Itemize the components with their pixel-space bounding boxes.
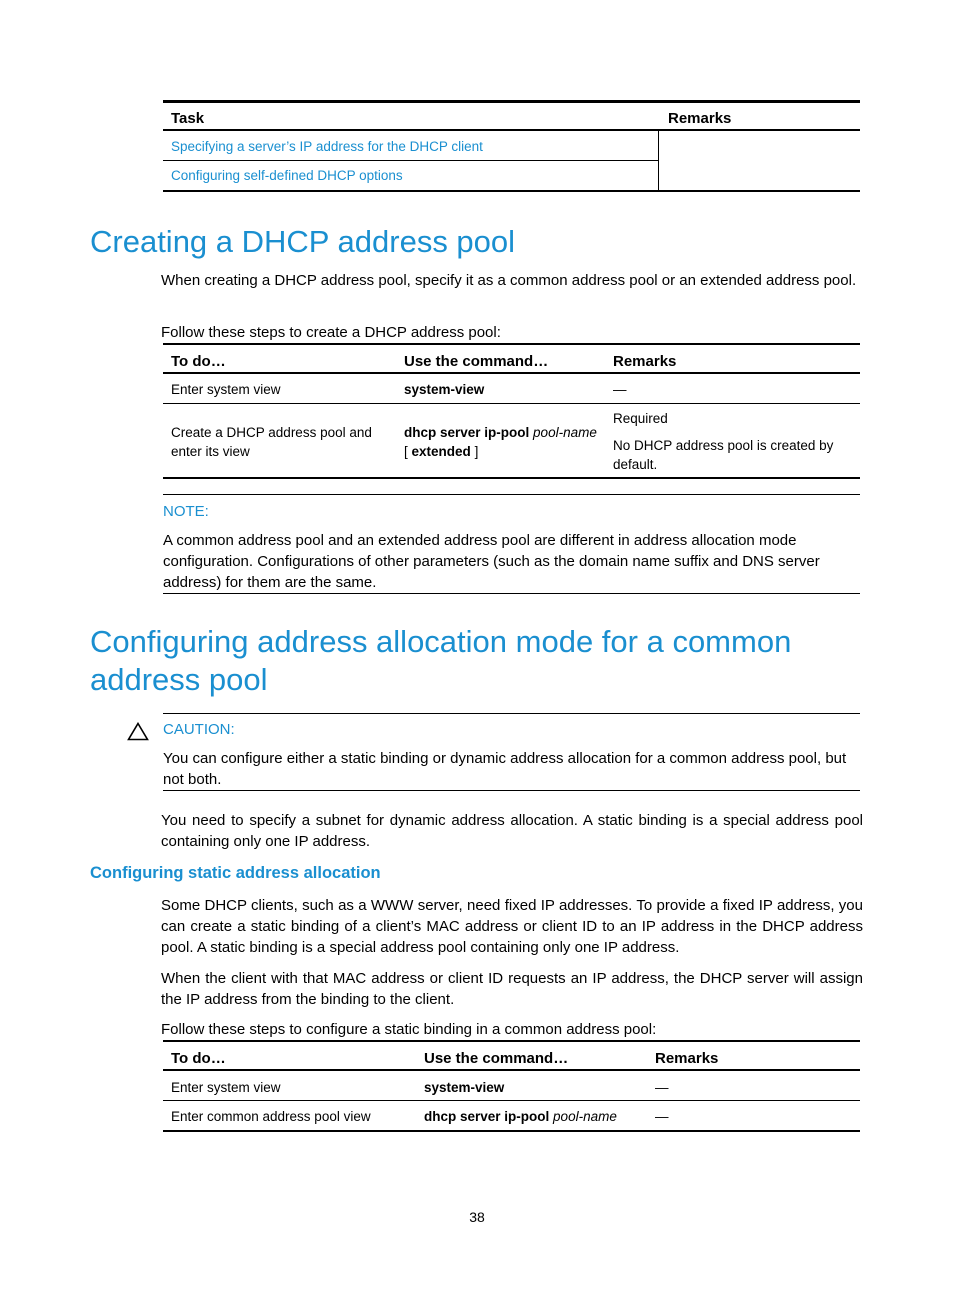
subsection-title-static-allocation: Configuring static address allocation	[90, 864, 381, 882]
table1-header-remarks: Remarks	[613, 353, 677, 370]
table1-row2-remarks-default: No DHCP address pool is created by default.	[613, 438, 834, 472]
subsection-paragraph1: Some DHCP clients, such as a WWW server, need fixed IP addresses. To provide a fixed IP address, you can create a static binding of a client’s MAC address or client ID to an IP address in the DHCP address pool. A static binding is a special address pool containing only one IP address.	[161, 897, 863, 956]
table2-header-rule	[163, 1069, 860, 1071]
table2-row2-command	[424, 1109, 617, 1124]
section1-steps-intro: Follow these steps to create a DHCP address pool:	[161, 324, 501, 341]
table1-row2-todo: Create a DHCP address pool and enter its view	[171, 425, 372, 459]
table2-row2-todo: Enter common address pool view	[171, 1109, 371, 1124]
cmd-close-bracket: ]	[474, 444, 479, 459]
table1-row1-command: system-view	[404, 382, 485, 397]
table-bottom-rule	[163, 190, 860, 192]
section-title-address-allocation: Configuring address allocation mode for a common address pool	[90, 624, 792, 697]
section1-paragraph: When creating a DHCP address pool, specify it as a common address pool or an extended address pool.	[161, 272, 857, 289]
table2-row1-command: system-view	[424, 1080, 505, 1095]
table1-header-rule	[163, 372, 860, 374]
table1-row1-todo: Enter system view	[171, 382, 281, 397]
cmd-argument: pool-name	[553, 1109, 617, 1124]
table2-row2-remarks: —	[655, 1109, 669, 1124]
subsection-paragraph2: When the client with that MAC address or client ID requests an IP address, the DHCP server will assign the IP address from the binding to the client.	[161, 970, 863, 1008]
subsection-steps-intro: Follow these steps to configure a static binding in a common address pool:	[161, 1021, 657, 1038]
cmd-keyword: dhcp server ip-pool	[424, 1109, 550, 1124]
table2-row1-remarks: —	[655, 1080, 669, 1095]
table2-row1-todo: Enter system view	[171, 1080, 281, 1095]
table1-bottom-rule	[163, 477, 860, 479]
table2-header-remarks: Remarks	[655, 1050, 719, 1067]
table1-row-rule	[163, 403, 860, 404]
cmd-optional-keyword: extended	[411, 444, 471, 459]
caution-label: CAUTION:	[163, 721, 235, 738]
link-self-defined-options[interactable]: Configuring self-defined DHCP options	[171, 168, 403, 183]
note-top-rule	[163, 494, 860, 495]
caution-top-rule	[163, 713, 860, 714]
table2-row-rule	[163, 1100, 860, 1101]
table2-top-rule	[163, 1040, 860, 1042]
table1-row2-remarks-required: Required	[613, 411, 668, 426]
caution-triangle-icon	[127, 722, 149, 741]
section-title-creating-pool: Creating a DHCP address pool	[90, 224, 516, 259]
table2-bottom-rule	[163, 1130, 860, 1132]
cmd-keyword: dhcp server ip-pool	[404, 425, 530, 440]
task-header: Task	[171, 110, 205, 127]
caution-text: You can configure either a static binding or dynamic address allocation for a common address pool, but not both.	[163, 750, 847, 788]
table1-top-rule	[163, 343, 860, 345]
note-text: A common address pool and an extended address pool are different in address allocation mode configuration. Configurations of other parameters (such as the domain name suffix and DNS server address) for them are the same.	[163, 532, 820, 591]
table-top-rule	[163, 100, 860, 103]
caution-bottom-rule	[163, 790, 860, 791]
note-bottom-rule	[163, 593, 860, 594]
link-specifying-server-ip[interactable]: Specifying a server’s IP address for the DHCP client	[171, 139, 483, 154]
section2-paragraph: You need to specify a subnet for dynamic address allocation. A static binding is a special address pool containing only one IP address.	[161, 812, 863, 850]
table-col-divider	[658, 131, 659, 191]
page-number: 38	[469, 1209, 485, 1225]
remarks-header: Remarks	[668, 110, 732, 127]
table2-header-todo: To do…	[171, 1050, 226, 1067]
table-header-rule	[163, 129, 860, 131]
table-row-rule	[163, 160, 658, 161]
note-label: NOTE:	[163, 503, 209, 520]
table1-header-command: Use the command…	[404, 353, 549, 370]
table1-header-todo: To do…	[171, 353, 226, 370]
table1-row1-remarks: —	[613, 382, 627, 397]
cmd-argument: pool-name	[533, 425, 597, 440]
table1-row2-command	[404, 423, 604, 461]
table2-header-command: Use the command…	[424, 1050, 569, 1067]
cmd-open-bracket: [	[404, 444, 408, 459]
